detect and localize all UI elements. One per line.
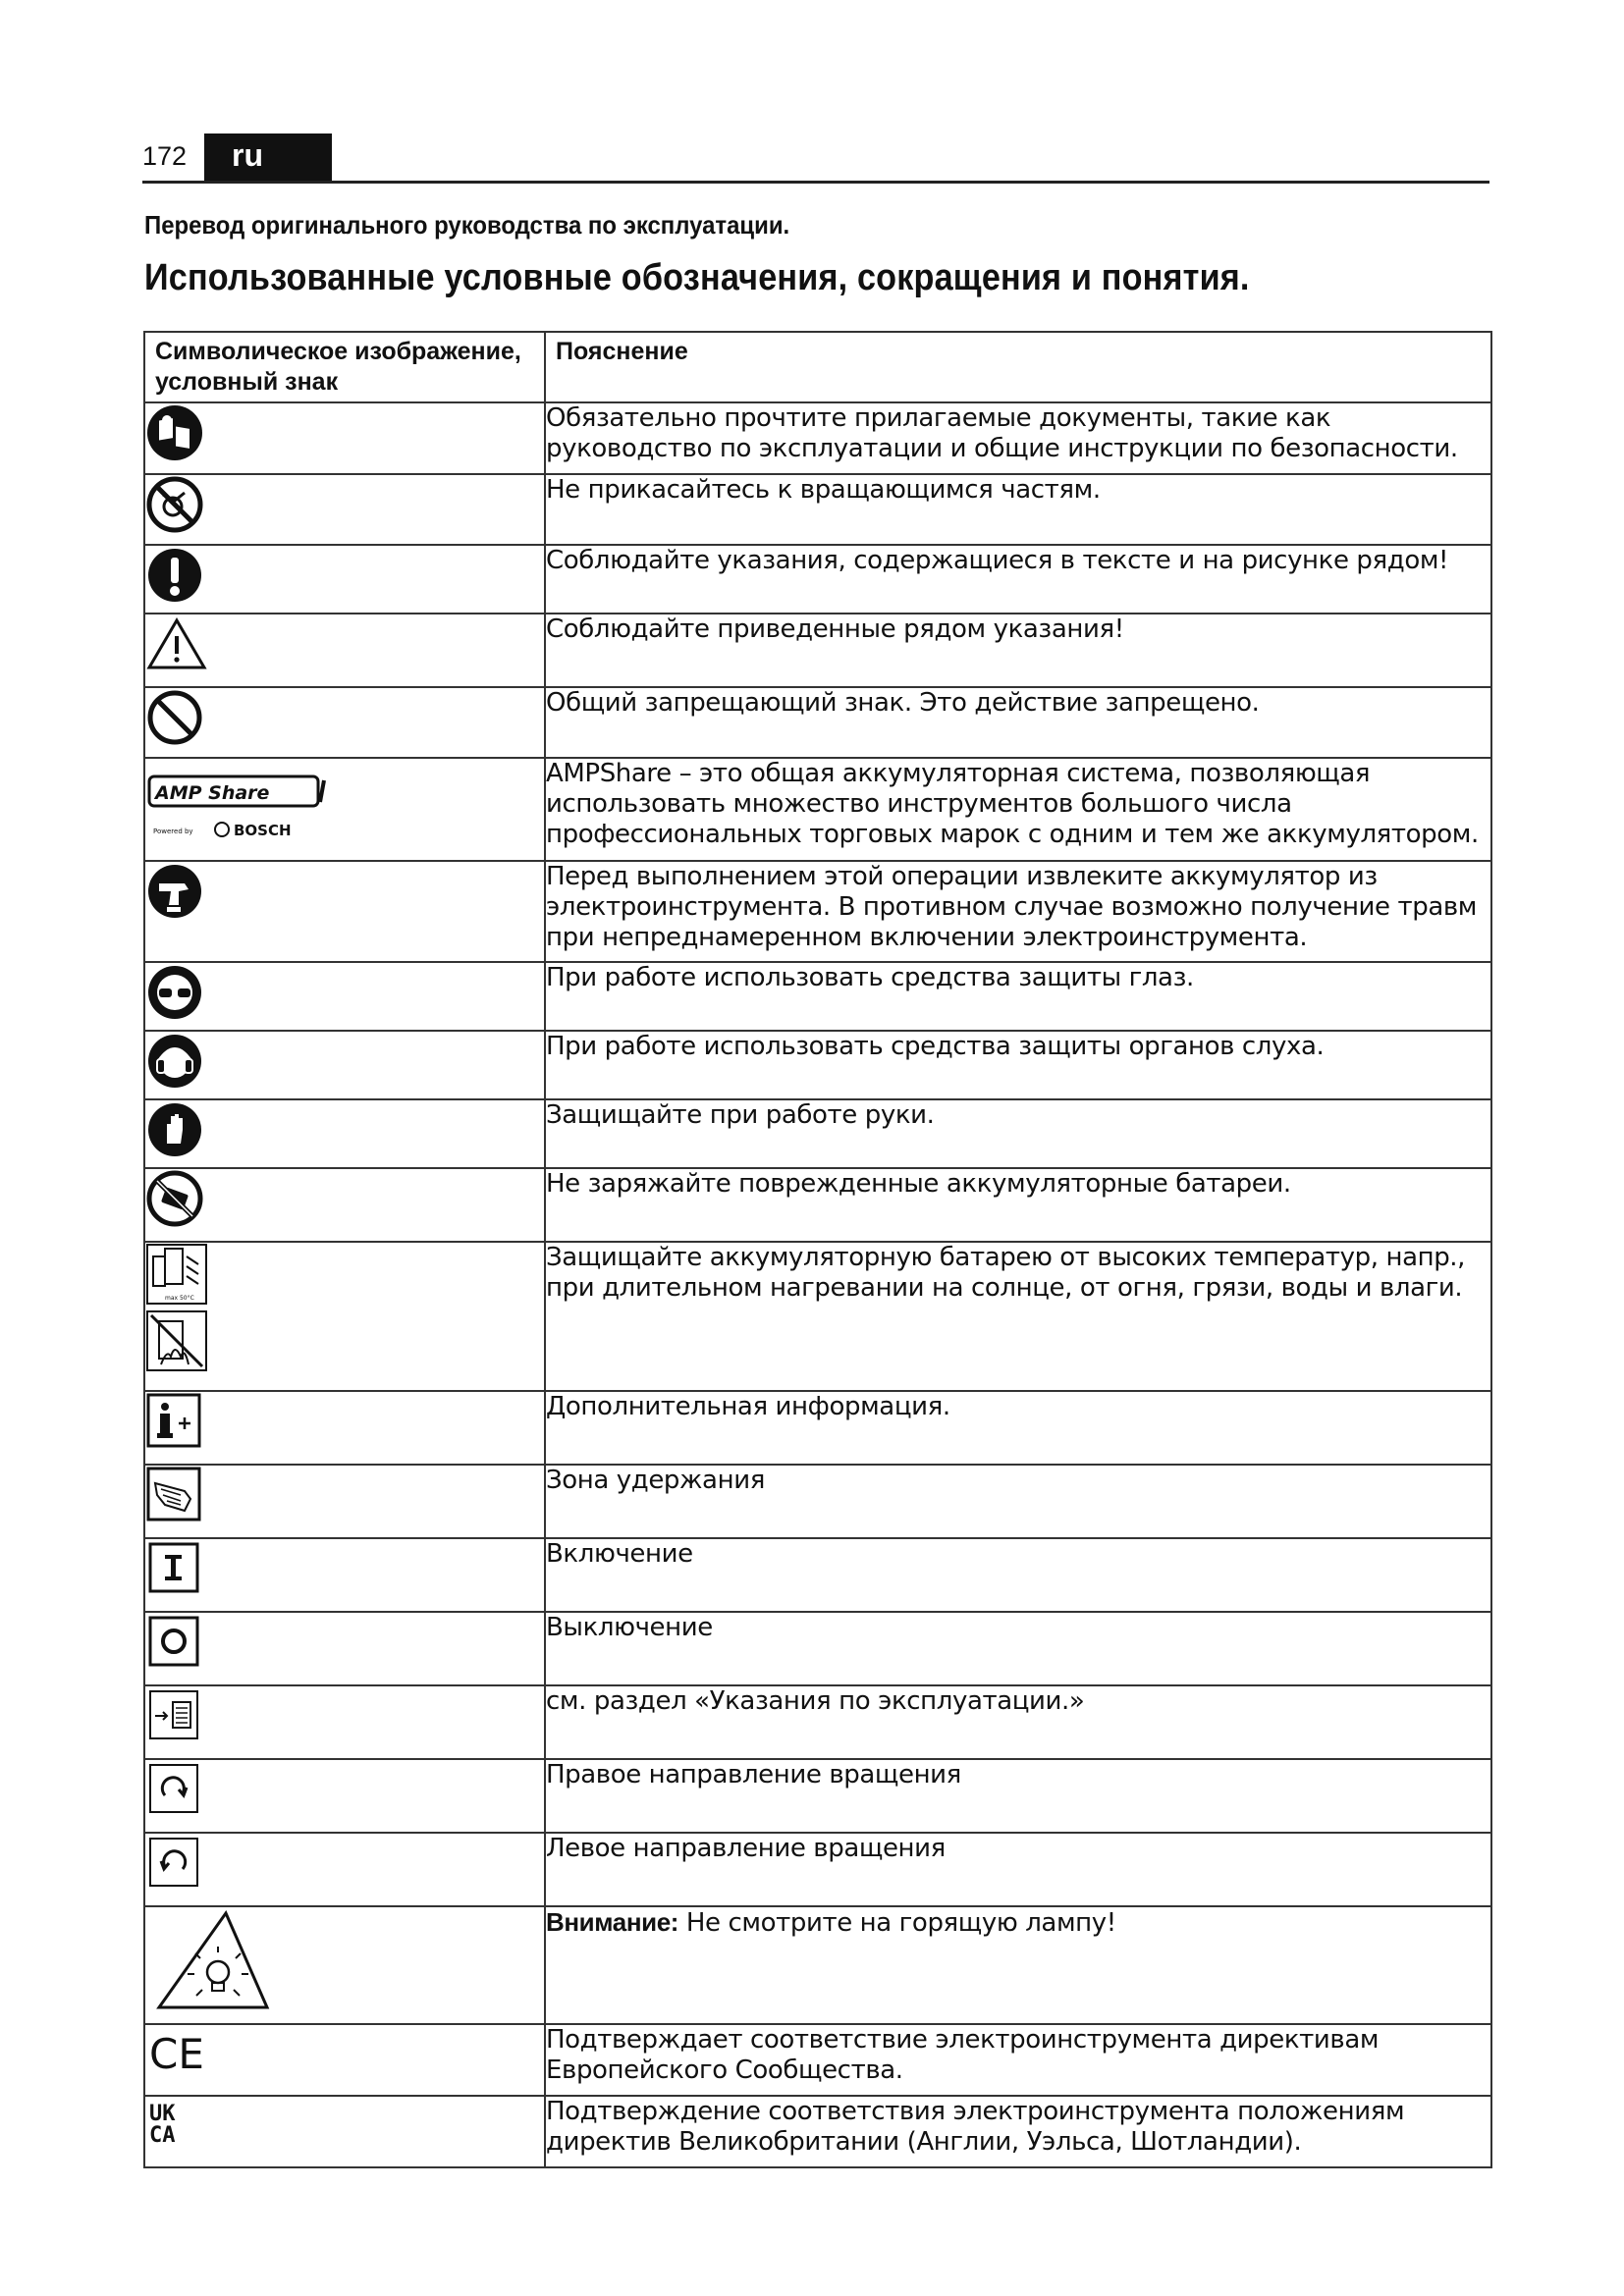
max-temp-label: max 50°C	[165, 1295, 194, 1302]
table-row	[144, 962, 1491, 1031]
row-text: Подтверждение соответствия электроинструмента положениям директив Великобритании (Англии, Уэльса, Шотландии).	[545, 2096, 1491, 2167]
table-row	[144, 614, 1491, 687]
row-text: Не заряжайте поврежденные аккумуляторные батареи.	[545, 1168, 1491, 1242]
row-text: Дополнительная информация.	[545, 1391, 1491, 1465]
table-row	[144, 1759, 1491, 1833]
table-row	[144, 687, 1491, 758]
row-text	[545, 1906, 1491, 2024]
row-text: Зона удержания	[545, 1465, 1491, 1538]
ear-protection-icon	[145, 1032, 204, 1091]
page-header	[142, 133, 1489, 184]
column-header-symbol: Символическое изображение, условный знак	[144, 332, 545, 402]
table-row	[144, 474, 1491, 545]
ukca-mark-icon	[145, 2097, 204, 2156]
ampshare-logo-text: AMP Share	[155, 782, 270, 804]
hand-protection-icon	[145, 1100, 204, 1159]
table-row	[144, 861, 1491, 962]
table-row	[144, 1391, 1491, 1465]
row-text: Выключение	[545, 1612, 1491, 1685]
table-row	[144, 1168, 1491, 1242]
prohibition-icon	[145, 688, 204, 747]
table-row	[144, 1538, 1491, 1612]
row-text: Обязательно прочтите прилагаемые документы, такие как руководство по эксплуатации и общие инструкции по безопасности.	[545, 402, 1491, 474]
remove-battery-icon	[145, 862, 204, 921]
table-row	[144, 1685, 1491, 1759]
table-row	[144, 545, 1491, 614]
table-row	[144, 1465, 1491, 1538]
read-manual-icon	[145, 403, 204, 462]
see-section-icon	[145, 1686, 202, 1743]
table-row	[144, 1031, 1491, 1099]
rotation-right-icon	[145, 1760, 202, 1817]
attention-label: Внимание:	[546, 1907, 679, 1937]
table-row	[144, 1833, 1491, 1906]
table-row	[144, 1099, 1491, 1168]
language-badge: ru	[204, 133, 332, 181]
row-text: Перед выполнением этой операции извлеките аккумулятор из электроинструмента. В противном случае возможно получение травм при непреднамеренном включении электроинструмента.	[545, 861, 1491, 962]
table-row	[144, 2024, 1491, 2096]
eye-protection-icon	[145, 963, 204, 1022]
info-icon	[145, 1392, 202, 1449]
row-text: При работе использовать средства защиты органов слуха.	[545, 1031, 1491, 1099]
row-text: Общий запрещающий знак. Это действие запрещено.	[545, 687, 1491, 758]
ukca-line1: UK	[149, 2102, 176, 2126]
ukca-line2: CA	[149, 2123, 176, 2148]
row-text: Соблюдайте приведенные рядом указания!	[545, 614, 1491, 687]
table-row	[144, 1906, 1491, 2024]
row-text: AMPShare – это общая аккумуляторная система, позволяющая использовать множество инструментов большого числа профессиональных торговых марок с одним и тем же аккумулятором.	[545, 758, 1491, 861]
warning-triangle-icon	[145, 614, 208, 673]
row-text: При работе использовать средства защиты глаз.	[545, 962, 1491, 1031]
rotation-left-icon	[145, 1834, 202, 1891]
bosch-brand-text: BOSCH	[234, 822, 292, 839]
row-text: Левое направление вращения	[545, 1833, 1491, 1906]
document-subtitle: Перевод оригинального руководства по эксплуатации.	[144, 210, 790, 240]
table-row	[144, 1242, 1491, 1391]
symbols-table	[143, 331, 1492, 2168]
row-text: Включение	[545, 1538, 1491, 1612]
mandatory-exclamation-icon	[145, 546, 204, 605]
no-touch-rotating-icon	[145, 475, 204, 534]
powered-by-text: Powered by	[153, 828, 193, 835]
no-charge-damaged-battery-icon	[145, 1169, 204, 1228]
row-text: Подтверждает соответствие электроинструмента директивам Европейского Сообщества.	[545, 2024, 1491, 2096]
ce-mark-text: CE	[149, 2030, 204, 2078]
ce-mark-icon	[145, 2025, 214, 2079]
ampshare-logo-icon	[145, 759, 332, 847]
row-text: Соблюдайте указания, содержащиеся в тексте и на рисунке рядом!	[545, 545, 1491, 614]
row-text: Защищайте при работе руки.	[545, 1099, 1491, 1168]
power-on-icon	[145, 1539, 202, 1596]
power-off-icon	[145, 1613, 202, 1670]
table-row	[144, 2096, 1491, 2167]
row-text: см. раздел «Указания по эксплуатации.»	[545, 1685, 1491, 1759]
table-row	[144, 758, 1491, 861]
row-text: Не прикасайтесь к вращающимся частям.	[545, 474, 1491, 545]
page-number: 172	[142, 141, 188, 171]
battery-heat-protection-icon	[145, 1243, 214, 1375]
row-text: Правое направление вращения	[545, 1759, 1491, 1833]
row-text: Защищайте аккумуляторную батарею от высоких температур, напр., при длительном нагревании на солнце, от огня, грязи, воды и влаги.	[545, 1242, 1491, 1391]
table-row	[144, 1612, 1491, 1685]
page-title: Использованные условные обозначения, сокращения и понятия.	[144, 257, 1250, 298]
attention-text: Не смотрите на горящую лампу!	[678, 1908, 1116, 1938]
column-header-explanation: Пояснение	[545, 332, 1491, 402]
grip-zone-icon	[145, 1466, 202, 1522]
lamp-warning-icon	[145, 1907, 273, 2015]
table-header-row	[144, 332, 1491, 402]
table-row	[144, 402, 1491, 474]
